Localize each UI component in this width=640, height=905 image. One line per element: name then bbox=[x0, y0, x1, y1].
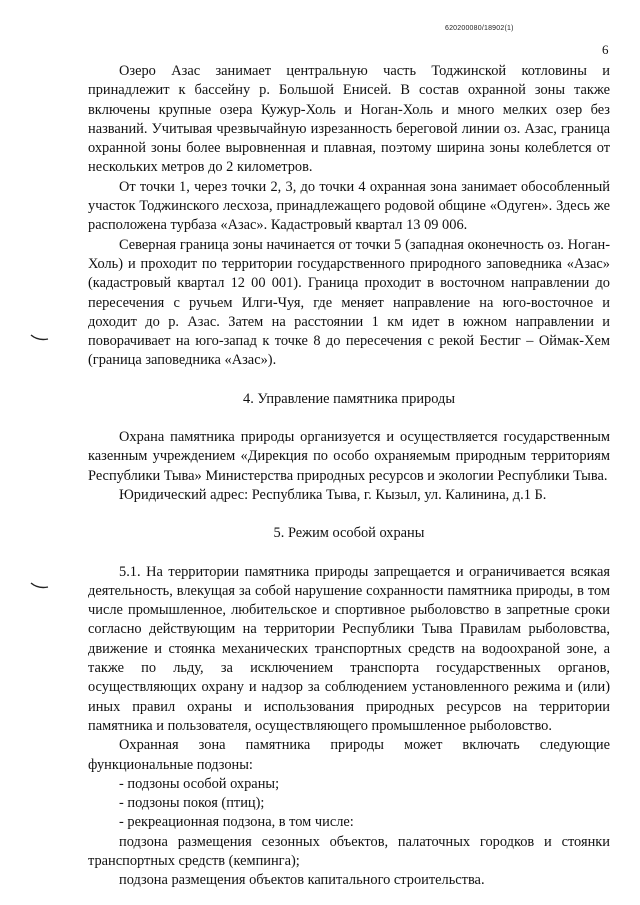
list-item: - подзоны покоя (птиц); bbox=[119, 795, 265, 812]
paragraph-legal-address: Юридический адрес: Республика Тыва, г. Кызыл, ул. Калинина, д.1 Б. bbox=[119, 486, 547, 503]
paragraph-lake-azas: Озеро Азас занимает центральную часть Тоджинской котловины и принадлежит к бассейну р. Большой Енисей. В состав охранной зоны также включены крупные озера Кужур-Холь и Ноган-Холь и много мелких озер без названий. Учитывая чрезвычайную изрезанность береговой линии оз. Азас, граница охранной зоны более выровненная и плавная, поэтому ширина зоны колеблется от нескольких метров до 2 километров. bbox=[88, 63, 610, 176]
margin-fold-mark-1 bbox=[30, 334, 50, 342]
document-body bbox=[88, 62, 610, 891]
paragraph-subzones-intro: Охранная зона памятника природы может включать следующие функциональные подзоны: bbox=[88, 737, 610, 773]
section-heading-protection-regime: 5. Режим особой охраны bbox=[273, 525, 425, 542]
section-heading-management: 4. Управление памятника природы bbox=[243, 390, 455, 407]
paragraph-camping-subzone: подзона размещения сезонных объектов, палаточных городков и стоянки транспортных средств (кемпинга); bbox=[88, 833, 610, 869]
paragraph-5-1: 5.1. На территории памятника природы запрещается и ограничивается всякая деятельность, влекущая за собой нарушение сохранности памятника природы, в том числе промышленное, любительское и спортивное рыболовство в запретные сроки согласно действующим на территории Республики Тыва Правилам рыболовства, движение и стоянка механических транспортных средств на водоохраной зоне, а также по льду, за исключением транспорта государственных органов, осуществляющих охрану и надзор за соблюдением установленного режима и (или) иных правил охраны и использования природных ресурсов на территории памятника и пользователя, осуществляющего промышленное рыболовство. bbox=[88, 563, 610, 734]
paragraph-construction-subzone: подзона размещения объектов капитального строительства. bbox=[119, 872, 485, 889]
paragraph-northern-border: Северная граница зоны начинается от точки 5 (западная оконечность оз. Ноган-Холь) и проходит по территории государственного природного заповедника «Азас» (кадастровый квартал 12 00 001). Граница проходит в восточном направлении до пересечения с ручьем Илги-Чуя, где меняет направление на юго-восточное и доходит до р. Азас. Затем на расстоянии 1 км идет в южном направлении и поворачивает на юго-запад к точке 8 до пересечения с рекой Бестиг – Оймак-Хем (граница заповедника «Азас»). bbox=[88, 236, 610, 369]
paragraph-protection-organization: Охрана памятника природы организуется и осуществляется государственным казенным учреждением «Дирекция по особо охраняемым природным территориям Республики Тыва» Министерства природных ресурсов и экологии Республики Тыва. bbox=[88, 429, 610, 484]
page-number: 6 bbox=[602, 42, 609, 57]
document-id: 620200080/18902(1) bbox=[445, 25, 514, 32]
list-item: - подзоны особой охраны; bbox=[119, 775, 280, 792]
margin-fold-mark-2 bbox=[30, 582, 50, 590]
paragraph-points-1-4: От точки 1, через точки 2, 3, до точки 4 охранная зона занимает обособленный участок Тоджинского лесхоза, принадлежащего родовой общине «Одуген». Здесь же расположена турбаза «Азас». Кадастровый квартал 13 09 006. bbox=[88, 178, 610, 234]
list-item: - рекреационная подзона, в том числе: bbox=[119, 814, 354, 831]
